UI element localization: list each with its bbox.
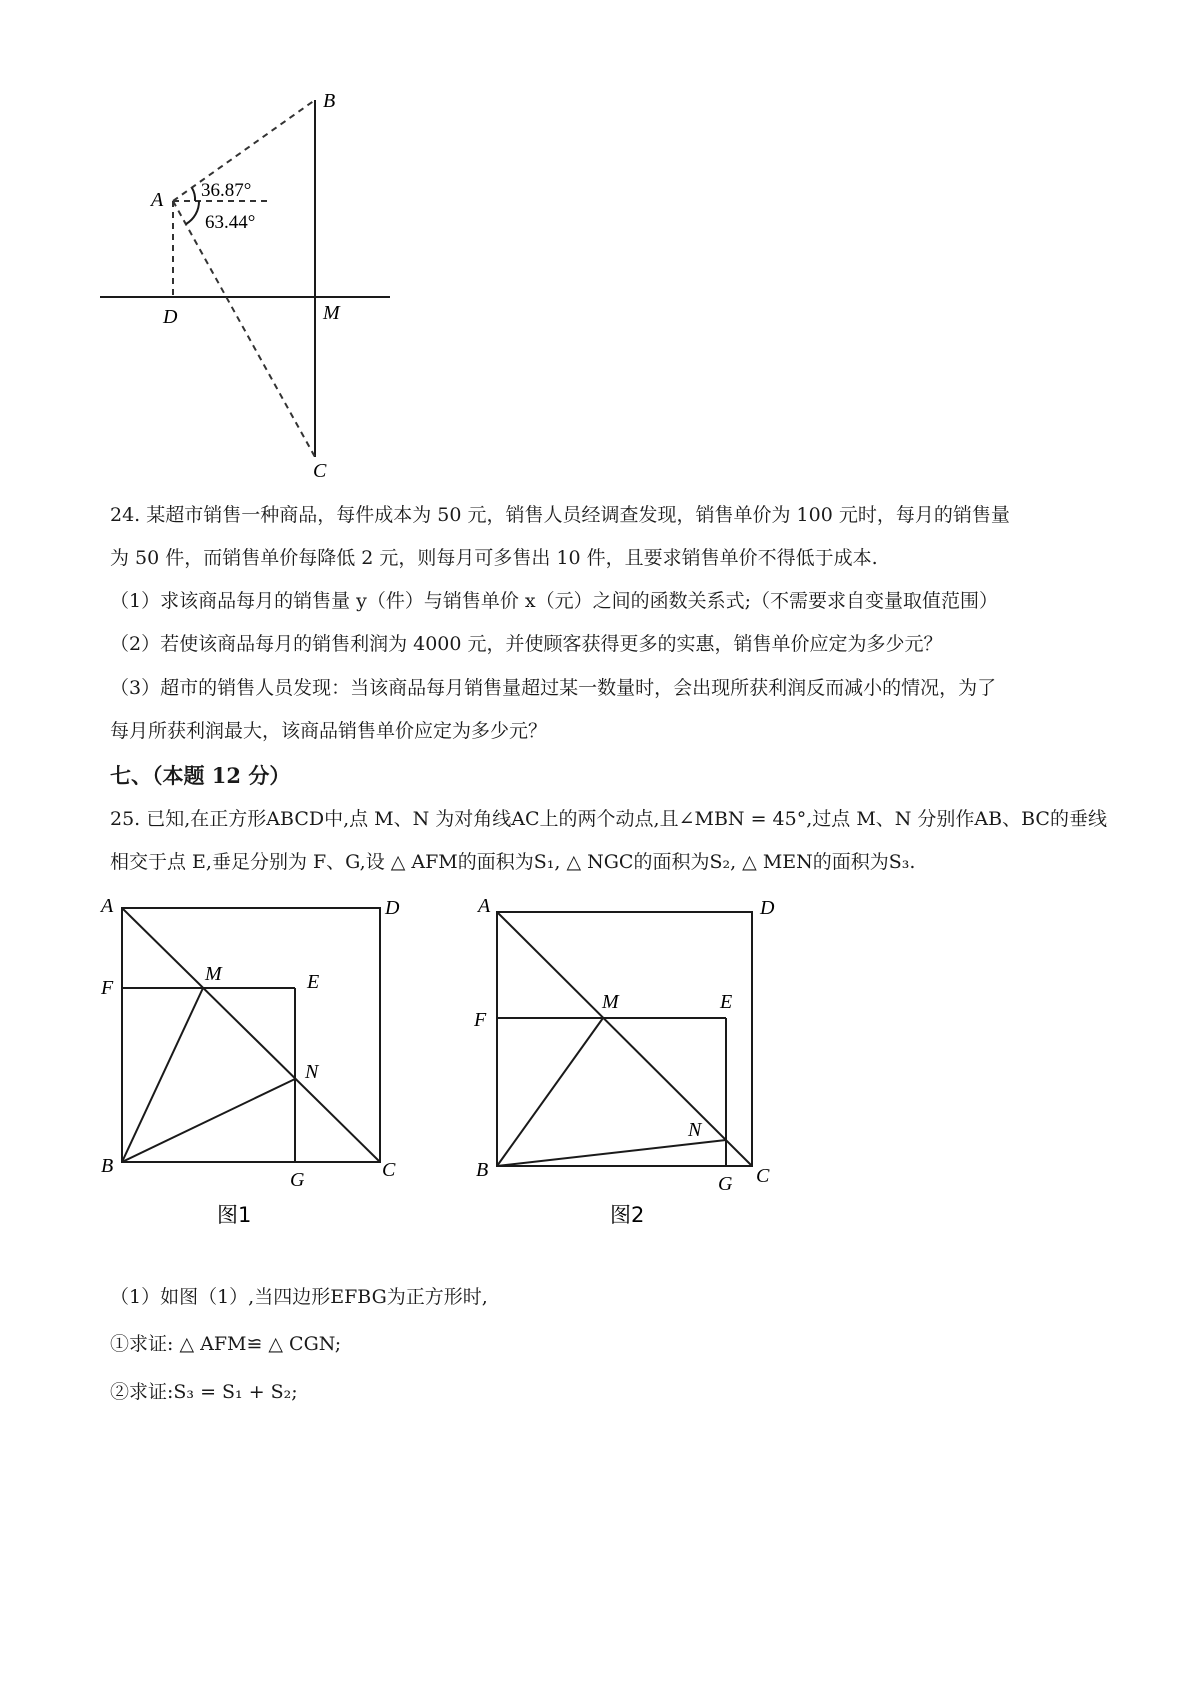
fig2-label-B: B: [476, 1159, 489, 1181]
label-C: C: [313, 460, 327, 482]
label-A: A: [151, 189, 164, 211]
label-M: M: [323, 302, 340, 324]
square-figure-2: [470, 890, 790, 1235]
q25-stem-line1: 25. 已知,在正方形ABCD中,点 M、N 为对角线AC上的两个动点,且∠MBN = 45°,过点 M、N 分别作AB、BC的垂线: [110, 808, 1107, 830]
fig2-label-M: M: [602, 991, 619, 1013]
angle-up-label: 36.87°: [201, 180, 252, 201]
fig1-label-A: A: [101, 895, 114, 917]
q25-part1-intro: （1）如图（1）,当四边形EFBG为正方形时,: [110, 1286, 488, 1308]
fig2-label-F: F: [474, 1009, 487, 1031]
label-B: B: [323, 90, 336, 112]
fig1-label-M: M: [205, 963, 222, 985]
fig1-label-F: F: [101, 977, 114, 999]
fig1-label-D: D: [385, 897, 400, 919]
section-7-title: 七、（本题 12 分）: [110, 763, 291, 788]
fig2-caption: 图2: [610, 1203, 645, 1227]
angle-down-label: 63.44°: [205, 212, 256, 233]
angle-arc-up: [192, 188, 195, 201]
q24-part3-line2: 每月所获利润最大，该商品销售单价应定为多少元？: [110, 720, 548, 742]
fig2-label-A: A: [478, 895, 491, 917]
fig1-caption: 图1: [217, 1203, 252, 1227]
fig2-label-D: D: [760, 897, 775, 919]
square-figure-1: [95, 890, 415, 1235]
q24-part3-line1: （3）超市的销售人员发现：当该商品每月销售量超过某一数量时，会出现所获利润反而减小的情况，为了: [110, 677, 997, 699]
q25-stem-line2: 相交于点 E,垂足分别为 F、G,设 △ AFM的面积为S₁, △ NGC的面积为S₂, △ MEN的面积为S₃.: [110, 851, 916, 873]
q25-part1-b: ②求证:S₃ = S₁ + S₂;: [110, 1381, 298, 1403]
fig2-label-C: C: [756, 1165, 770, 1187]
fig1-label-C: C: [382, 1159, 396, 1181]
q24-part1: （1）求该商品每月的销售量 y（件）与销售单价 x（元）之间的函数关系式;（不需要求自变量取值范围）: [110, 590, 999, 612]
segment-AC: [173, 201, 315, 457]
label-D: D: [163, 306, 178, 328]
fig1-label-N: N: [305, 1061, 319, 1083]
q25-part1-a: ①求证: △ AFM≌ △ CGN;: [110, 1333, 342, 1355]
segment-BM: [122, 988, 203, 1162]
fig2-label-E: E: [720, 991, 733, 1013]
fig2-label-G: G: [718, 1173, 733, 1195]
segment-BM: [497, 1018, 603, 1166]
q24-part2: （2）若使该商品每月的销售利润为 4000 元，并使顾客获得更多的实惠，销售单价应定为多少元？: [110, 633, 943, 655]
angle-arc-down: [186, 201, 199, 224]
fig1-label-G: G: [290, 1169, 305, 1191]
segment-BN: [497, 1140, 726, 1166]
diagonal-AC: [497, 912, 752, 1166]
fig2-label-N: N: [688, 1119, 702, 1141]
segment-BN: [122, 1079, 295, 1162]
q24-stem-line2: 为 50 件，而销售单价每降低 2 元，则每月可多售出 10 件，且要求销售单价不得低于成本.: [110, 547, 878, 569]
fig1-label-E: E: [307, 971, 320, 993]
diagonal-AC: [122, 908, 380, 1162]
bearing-figure: [95, 85, 405, 485]
q24-stem-line1: 24. 某超市销售一种商品，每件成本为 50 元，销售人员经调查发现，销售单价为 100 元时，每月的销售量: [110, 504, 1010, 526]
fig1-label-B: B: [101, 1155, 114, 1177]
